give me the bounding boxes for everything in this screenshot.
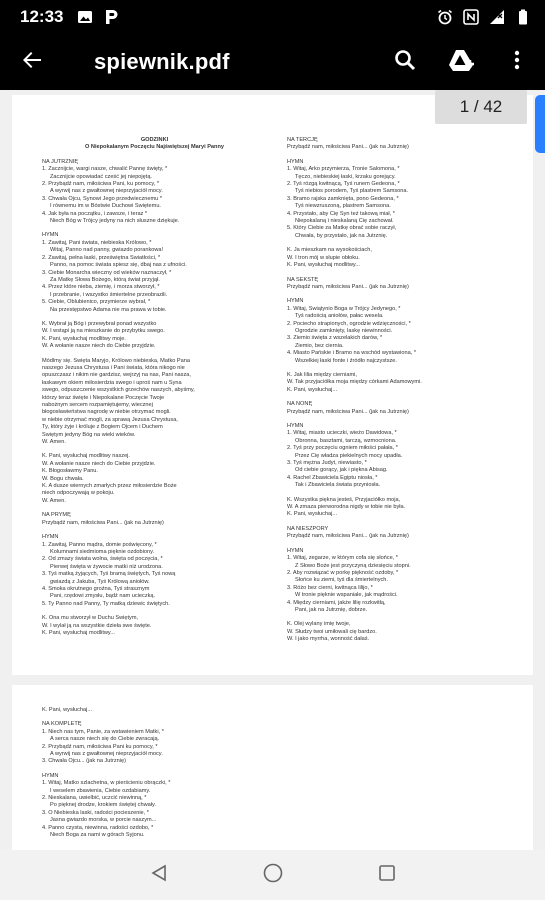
- pdf-text-line: [287, 152, 512, 159]
- pdf-text-line: W. Tak przyjaciółka moja między córkami Adamowymi.: [287, 379, 422, 386]
- pdf-text-line: Niech Bóg w Trójcy jedyny na nich słuszne dziękuje.: [50, 218, 180, 225]
- page-2-column: [42, 707, 267, 840]
- pdf-text-line: K. Pani, wysłuchaj...: [287, 386, 338, 393]
- pdf-text-line: Zacznijcie opowiadać cześć jej niepojętą.: [50, 173, 152, 180]
- pdf-text-line: 4. Przystało, aby Cię Syn też takową miał, *: [287, 210, 395, 217]
- nav-back-button[interactable]: [147, 863, 171, 887]
- pdf-text-line: [287, 270, 512, 277]
- pdf-text-line: Módlmy się. Święta Maryjo, Królowo niebieska, Matko Pana: [42, 357, 190, 364]
- pdf-text-line: 1. Witaj, Matko szlachetna, w pierścieniu obrączki, *: [42, 780, 171, 787]
- pdf-text-line: [287, 490, 512, 497]
- pdf-text-line: 3. Chwała Ojcu, Synowi Jego przedwiecznemu *: [42, 195, 163, 202]
- pdf-text-line: A serca nasze niech się do Ciebie zwracają.: [50, 736, 160, 743]
- alarm-icon: [437, 9, 453, 25]
- pdf-text-line: [42, 527, 267, 534]
- pdf-text-line: HYMN: [42, 534, 59, 541]
- pdf-text-line: [42, 225, 267, 232]
- pdf-text-line: K. Pani, wysłuchaj modlitwy...: [42, 629, 115, 636]
- pdf-text-line: NA SEKSTĘ: [287, 276, 319, 283]
- pdf-text-line: 1. Niech nas tym, Panie, za wstawieniem Matki, *: [42, 728, 164, 735]
- pdf-text-line: Pierwej święta w żywocie matki niż urodzona.: [50, 563, 163, 570]
- pdf-text-line: 4. Rachel Zbawiciela Egiptu niosła, *: [287, 474, 378, 481]
- status-time: 12:33: [20, 7, 64, 26]
- pdf-text-line: Od ciebie gorący, jak i piękna Abisag.: [295, 467, 388, 474]
- pdf-text-line: 2. Pociecho strapionych, ogrodzie wdzięczności, *: [287, 320, 411, 327]
- more-options-button[interactable]: [489, 34, 545, 90]
- pdf-text-line: błogosławieństwa nagrodę w niebie otrzymać mogli.: [42, 409, 171, 416]
- pdf-text-line: W. I wstąpi ją na mieszkanie do przybytku swego.: [42, 328, 165, 335]
- pdf-text-line: I przebranie, i wszystko śmiertelne przeobrazili.: [50, 291, 168, 298]
- nav-home-button[interactable]: [261, 863, 285, 887]
- pdf-text-line: K. Olej wylany imię twoje,: [287, 621, 351, 628]
- pdf-text-line: K. Pani, wysłuchaj...: [42, 707, 93, 713]
- recents-square-icon: [377, 863, 397, 888]
- pdf-text-line: 3. Tyś matką żyjących, Tyś bramą świętych, Tyś nową: [42, 571, 176, 578]
- search-button[interactable]: [377, 34, 433, 90]
- pdf-text-line: 4. Miasto Pańskie i Bramo na wschód wystawiona, *: [287, 350, 417, 357]
- pdf-text-line: 3. Ciebie Monarcha wieczny od wieków naznaczył, *: [42, 269, 172, 276]
- pdf-text-line: K. A dusze wiernych zmarłych przez miłosierdzie Boże: [42, 483, 177, 490]
- pdf-text-line: Wszelkiej łaski fonte i źródło najczystsze.: [295, 357, 397, 364]
- pdf-text-line: Tyś niebios porodem, Tyś plastrem Samsona.: [295, 188, 409, 195]
- pdf-text-line: Na przestępstwo Adama nie ma prawa w tobie.: [50, 306, 167, 313]
- pdf-text-line: [287, 365, 512, 372]
- pdf-text-line: 1. Zawitaj, Panno mądra, domie poświęcony, *: [42, 541, 157, 548]
- pdf-text-line: Tyś niewzruszoną, plastrem Samsona.: [295, 203, 391, 210]
- pdf-text-line: 4. Między cierniami, jakże lilię rozkwitłą,: [287, 599, 386, 606]
- pdf-text-line: Przybądź nam, miłościwa Pani... (jak na Jutrznię): [287, 144, 409, 151]
- pdf-text-line: K. Jak lilia między cierniami,: [287, 371, 357, 378]
- home-circle-icon: [262, 862, 284, 889]
- status-left-icons: [77, 9, 119, 25]
- search-icon: [393, 48, 417, 77]
- pdf-text-line: Po pięknej drodze, krokiem świętej chwały.: [50, 802, 156, 809]
- pdf-text-line: W. Amen.: [42, 439, 66, 446]
- status-bar: [0, 0, 545, 34]
- pdf-text-line: Pani, jak na Jutrznię, dobrze.: [295, 606, 368, 613]
- pdf-text-line: NA NONĘ: [287, 401, 313, 408]
- pdf-text-line: Pani, rzędowi zmysłu, bądź nam ucieczką.: [50, 593, 156, 600]
- pdf-text-line: K. Ja mieszkam na wysokościach,: [287, 247, 372, 254]
- pdf-text-line: Przybądź nam, miłościwa Pani... (jak na Jutrznię): [42, 519, 164, 526]
- page-1-left-column: [42, 137, 267, 637]
- pdf-text-line: 1. Zawitaj, Pani świata, niebieska Królowo, *: [42, 239, 152, 246]
- pdf-text-line: 2. Od zmazy świata wolna, święta od poczęcia, *: [42, 556, 163, 563]
- pdf-text-line: K. Ona mu stworzył w Duchu Świętym,: [42, 615, 139, 622]
- pdf-text-line: Za Matkę Słowa Bożego, którą świat przyjął.: [50, 276, 160, 283]
- pdf-text-line: 3. Ziemio święta z wszelakich darów, *: [287, 335, 383, 342]
- pdf-text-line: 5. Który Ciebie za Matkę obrać sobie raczył,: [287, 225, 397, 232]
- pdf-text-line: [42, 314, 267, 321]
- pdf-text-line: NA TERCJĘ: [287, 137, 318, 143]
- pdf-text-line: 3. Chwała Ojcu... (jak na Jutrznię): [42, 758, 126, 765]
- pdf-text-line: 3. Bramo rajska zamknięta, pono Gedeona, *: [287, 195, 399, 202]
- pdf-text-line: [42, 608, 267, 615]
- pdf-page-2: [12, 685, 533, 850]
- pdf-page-1: [12, 95, 533, 675]
- pdf-text-line: 4. Panno czysta, niewinna, radości ozdobo, *: [42, 824, 154, 831]
- pdf-text-line: którzy teraz święte i Niepokalane Poczęcie Twoje: [42, 394, 165, 401]
- pdf-text-line: HYMN: [287, 423, 304, 429]
- pdf-text-line: W. Słudzy twoi umiłowali cię bardzo.: [287, 628, 377, 635]
- pdf-text-line: Niepokalaną i nieskalaną Cię zachował.: [295, 218, 394, 225]
- pdf-text-line: 2. Zawitaj, pełna łaski, przeświętna Światłości, *: [42, 254, 161, 261]
- pdf-text-line: A wyrwij nas z gwałtownej nieprzyjaciół mocy.: [50, 751, 163, 758]
- pdf-text-line: [42, 766, 267, 773]
- pdf-text-line: 1. Witaj, Arko przymierza, Tronie Salomona, *: [287, 166, 400, 173]
- pdf-text-line: Tak i Zbawiciela świata przyniosła.: [295, 482, 381, 489]
- page-indicator: 1 / 42: [435, 90, 527, 124]
- pdf-text-line: łaskawym okiem miłosierdzia swego i uproś nam u Syna: [42, 379, 182, 386]
- pdf-text-line: Tyś radością aniołów, pałac wesela.: [295, 313, 384, 320]
- pdf-text-line: 2. Przybądź nam, miłościwa Pani, ku pomocy, *: [42, 181, 160, 188]
- pdf-text-line: [42, 505, 267, 512]
- pdf-text-line: Chwała, by przystało, jak na Jutrznię.: [295, 232, 388, 239]
- pdf-text-line: [42, 446, 267, 453]
- pdf-text-line: 1. Witaj, Świątynio Boga w Trójcy Jedynego, *: [287, 305, 401, 312]
- pdf-text-line: HYMN: [287, 298, 304, 305]
- pdf-text-line: K. Wszystka piękna jesteś, Przyjaciółko moja,: [287, 496, 401, 503]
- pdf-text-line: W. Bogu chwała.: [42, 475, 84, 482]
- back-arrow-icon: [20, 48, 44, 77]
- pdf-text-line: W. Amen.: [42, 497, 66, 504]
- pdf-text-line: opuszczasz i nikim nie gardzisz, wejrzyj na nas, Pani nasza,: [42, 372, 191, 379]
- pdf-text-line: HYMN: [42, 772, 59, 779]
- page-1-right-column: [287, 137, 512, 644]
- pdf-text-line: Obronna, basztami, tarczą, wzmocniona.: [295, 437, 397, 444]
- pdf-text-line: W. A wołanie nasze niech do Ciebie przyjdzie.: [42, 343, 156, 350]
- app-bar: [0, 34, 545, 90]
- pdf-text-line: 4. Przez które nieba, ziemię, i morza stworzył, *: [42, 284, 160, 291]
- pdf-text-line: 2. Przybądź nam, miłościwa Pani ku pomocy, *: [42, 743, 158, 750]
- pdf-text-line: Przybądź nam, miłościwa Pani... (jak na Jutrznię): [287, 283, 409, 290]
- navigation-bar: [0, 850, 545, 900]
- nfc-icon: [463, 9, 479, 25]
- pdf-text-line: 5. Ty Panno nad Panny, Ty matką dziewic świętych.: [42, 600, 170, 607]
- pdf-text-line: niech odpoczywają w pokoju.: [42, 490, 115, 497]
- pdf-text-line: naszego Jezusa Chrystusa i Pani świata, która nikogo nie: [42, 364, 185, 371]
- back-button[interactable]: [0, 34, 64, 90]
- pdf-text-line: NA NIESZPORY: [287, 525, 329, 532]
- pdf-text-line: 2. Nieskalana, uwielbić, uczcić niewinną, *: [42, 795, 147, 802]
- pdf-text-line: Jasna gwiazdo morska, w porcie naszym...: [50, 817, 157, 824]
- pdf-text-line: O Niepokalanym Poczęciu Najświętszej Maryi Panny: [85, 144, 224, 151]
- pdf-text-line: Przez Cię władza piekielnych mocy upadła.: [295, 452, 403, 459]
- back-triangle-icon: [149, 863, 169, 888]
- pdf-text-line: I równemu im w Bóstwie Duchowi Świętemu.: [50, 203, 161, 210]
- pdf-text-line: 1. Witaj, zegarze, w którym cofa się słońce, *: [287, 555, 398, 562]
- pdf-text-line: Ogrodzie zamknięty, laskę niewinności.: [295, 327, 393, 334]
- pdf-text-line: HYMN: [42, 232, 59, 239]
- pdf-text-line: Kolumnami siedmioma pięknie ozdobiony.: [50, 548, 155, 555]
- pdf-text-line: Przybądź nam, miłościwa Pani... (jak na Jutrznię): [287, 408, 409, 415]
- pdf-text-line: 3. Tyś mężna Judyt, niewiasto, *: [287, 460, 367, 467]
- pdf-text-line: K. Pani, wysłuchaj modlitwy...: [287, 262, 360, 269]
- pdf-text-line: GODZINKI: [140, 137, 169, 143]
- pdf-text-line: W. I wylał ją na wszystkie dzieła swe święte.: [42, 622, 152, 629]
- pdf-text-line: Niech Boga za nami w górach Syjonu.: [50, 832, 145, 839]
- pdf-text-line: W. A zmaza pierworodna nigdy w tobie nie była.: [287, 504, 406, 511]
- pdf-text-line: [287, 240, 512, 247]
- pdf-text-line: 2. Tyś przy poczęciu ogniem miłości pałała, *: [287, 445, 398, 452]
- pdf-viewer[interactable]: [0, 90, 545, 850]
- pdf-text-line: Ty, który żyje i króluje z Bogiem Ojcem i Duchem: [42, 424, 163, 431]
- pdf-text-line: Ziemio, bez ciernia.: [295, 342, 344, 349]
- signal-icon: [489, 9, 505, 25]
- pdf-text-line: Z Słowo Boże jest przyczyną dziesięciu stopni.: [295, 562, 411, 569]
- pdf-text-line: 3. Różo bez cierni, kwitnąca lilijo, *: [287, 584, 373, 591]
- pdf-text-line: K. Wybrał ją Bóg i przewybrał ponad wszystko: [42, 320, 157, 327]
- pdf-text-line: [287, 416, 512, 423]
- pdf-text-line: NA JUTRZNIĘ: [42, 158, 79, 165]
- pdf-text-line: 5. Ciebie, Oblubienico, przymierze wybrał, *: [42, 299, 151, 306]
- image-icon: [77, 9, 93, 25]
- pdf-text-line: 2. Aby rozwiązać w porkę piękność ozdoby, *: [287, 569, 399, 576]
- pdf-text-line: W tronie pięknie wspaniale, jak mądrości.: [295, 592, 398, 599]
- add-to-drive-button[interactable]: [433, 34, 489, 90]
- pdf-text-line: W. I tron mój w słupie obłoku.: [287, 254, 360, 261]
- pdf-text-line: [287, 519, 512, 526]
- pdf-text-line: I weselem zbawienia, Ciebie ozdabiamy.: [50, 787, 151, 794]
- battery-icon: [515, 9, 531, 25]
- fast-scroll-handle[interactable]: [535, 95, 545, 153]
- pdf-text-line: HYMN: [287, 158, 304, 165]
- pdf-text-line: 3. O Niebieska laski, radości pocieszenie, *: [42, 809, 149, 816]
- pdf-text-line: NA PRYMĘ: [42, 512, 71, 519]
- pdf-text-line: [42, 351, 267, 358]
- pdf-text-line: K. Pani, wysłuchaj...: [287, 511, 338, 518]
- more-vert-icon: [505, 48, 529, 77]
- pdf-text-line: 1. Zacznijcie, wargi nasze, chwalić Pannę święty, *: [42, 166, 168, 173]
- pdf-text-line: Panno, na pomoc świata spiesz się, dbaj nas z ufności.: [50, 262, 187, 269]
- pdf-text-line: Słońce ku ziemi, tyś dla śmiertelnych.: [295, 577, 388, 584]
- pdf-text-line: HYMN: [287, 547, 304, 554]
- pdf-text-line: Tęczo, niebieskiej łaski, krzaku gorejący.: [295, 173, 396, 180]
- pdf-text-line: 1. Witaj, miasto ucieczki, wieżo Dawidowa, *: [287, 430, 397, 437]
- pdf-text-line: Witaj, Panno nad panny, gwiazdo porankowa!: [50, 247, 164, 254]
- pdf-text-line: swego, odpuszczenie wszystkich grzechów naszych, abyśmy,: [42, 387, 195, 394]
- p-app-icon: [103, 9, 119, 25]
- pdf-text-line: K. Pani, wysłuchaj modlitwy moje.: [42, 335, 126, 342]
- nav-recents-button[interactable]: [375, 863, 399, 887]
- pdf-text-line: K. Błogosławmy Panu.: [42, 468, 98, 475]
- pdf-text-line: [287, 614, 512, 621]
- pdf-text-line: W. I jako myrrha, wonność dałaś.: [287, 636, 370, 643]
- pdf-text-line: K. Pani, wysłuchaj modlitwy naszej.: [42, 453, 130, 460]
- pdf-text-line: nabożnym sercem rozpamiętujemy, wiecznej: [42, 402, 153, 408]
- pdf-text-line: Świętym jedyny Bóg na wieki wieków.: [42, 431, 136, 438]
- pdf-text-line: [287, 291, 512, 298]
- pdf-text-line: [42, 152, 267, 159]
- document-title: spiewnik.pdf: [94, 49, 230, 74]
- pdf-text-line: NA KOMPLETĘ: [42, 721, 82, 728]
- pdf-text-line: A wyrwij nas z gwałtownej nieprzyjaciół mocy.: [50, 188, 163, 195]
- pdf-text-line: [287, 394, 512, 401]
- pdf-text-line: W. A wołanie nasze niech do Ciebie przyjdzie.: [42, 460, 156, 467]
- pdf-text-line: 4. Smoka okrutnego groźna, Tyś strasznym: [42, 585, 150, 592]
- pdf-text-line: [42, 714, 267, 721]
- pdf-text-line: 2. Tyś rózgą kwitnącą, Tyś runem Gedeona, *: [287, 181, 400, 188]
- pdf-text-line: w niebie otrzymać mogli, za sprawą Jezusa Chrystusa,: [42, 416, 178, 423]
- pdf-text-line: [287, 541, 512, 548]
- status-right-icons: [437, 9, 531, 25]
- drive-icon: [447, 48, 475, 77]
- pdf-text-line: 4. Jak była na początku, i zawsze, i teraz *: [42, 210, 148, 217]
- pdf-text-line: Przybądź nam, miłościwa Pani... (jak na Jutrznię): [287, 533, 409, 540]
- pdf-text-line: gwiazdą z Jakuba, Tyś Królową aniołów.: [50, 578, 150, 585]
